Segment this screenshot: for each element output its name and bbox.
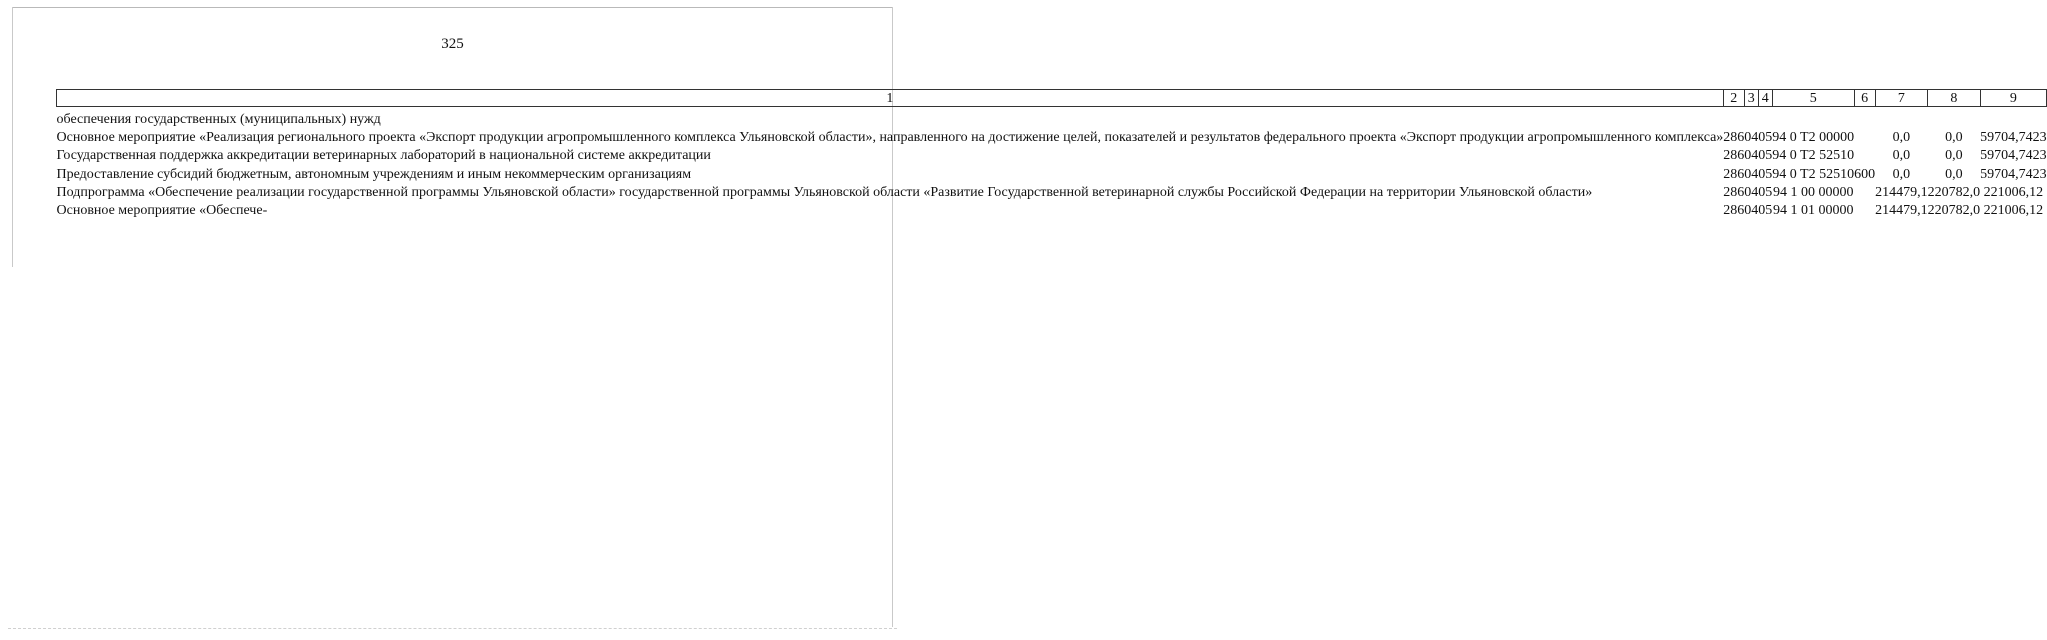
header-col-7: 7 (1875, 90, 1928, 107)
row-target-article: 94 1 01 00000 (1772, 203, 1854, 219)
row-ministry-code: 286 (1723, 148, 1745, 164)
row-expense-type (1854, 128, 1875, 146)
row-ministry-code: 286 (1723, 203, 1745, 219)
table-row (57, 183, 2047, 201)
row-amount-year-2: 0,0 (1945, 148, 1963, 164)
row-amount-year-1: 0,0 (1892, 148, 1911, 164)
table-row (57, 201, 2047, 219)
row-section-code: 04 (1744, 184, 1759, 200)
row-amount-year-3: 59704,7423 (1980, 130, 2047, 146)
row-target-article: 94 1 00 00000 (1772, 184, 1854, 200)
header-col-6: 6 (1854, 90, 1875, 107)
row-expense-type (1854, 146, 1875, 164)
row-name: обеспечения государственных (муниципальных) нужд (56, 112, 381, 127)
row-name: Предоставление субсидий бюджетным, автономным учреждениям и иным некоммерческим организациям (56, 166, 692, 182)
row-subsection-code: 05 (1758, 184, 1773, 200)
header-col-1: 1 (57, 90, 1724, 107)
row-expense-type (1854, 183, 1875, 201)
row-amount-year-3: 221006,12 (1983, 184, 2044, 200)
header-col-8: 8 (1928, 90, 1981, 107)
header-col-2: 2 (1723, 90, 1744, 107)
table-row (57, 128, 2047, 146)
row-target-article: 94 0 T2 52510 (1772, 148, 1855, 164)
row-amount-year-1: 0,0 (1892, 166, 1911, 182)
row-amount-year-3: 59704,7423 (1980, 166, 2047, 182)
scan-edge (8, 628, 897, 629)
row-amount-year-3: 59704,7423 (1980, 148, 2047, 164)
page-number: 325 (441, 36, 464, 52)
row-amount-year-3: 221006,12 (1983, 203, 2044, 219)
row-target-article (1772, 107, 1854, 129)
header-row (57, 90, 2047, 107)
header-col-5: 5 (1772, 90, 1854, 107)
row-subsection-code: 05 (1758, 166, 1773, 182)
row-ministry-code: 286 (1723, 184, 1745, 200)
budget-table (56, 89, 2047, 219)
header-col-4: 4 (1758, 90, 1772, 107)
row-amount-year-1: 214479,1 (1875, 184, 1928, 200)
row-expense-type (1854, 201, 1875, 219)
row-amount-year-2: 0,0 (1945, 166, 1963, 182)
row-subsection-code (1758, 107, 1772, 129)
row-ministry-code (1723, 107, 1744, 129)
row-expense-type: 600 (1854, 166, 1876, 182)
table-row (57, 165, 2047, 183)
row-name: Основное мероприятие «Реализация регионального проекта «Экспорт продукции агропромышленного комплекса Ульяновской области», направленного на достижение целей, показателей и результатов федерального проекта «Экспорт продукции агропромышленного комплекса» (56, 130, 1724, 146)
row-amount-year-1 (1875, 107, 1928, 129)
row-amount-year-2: 220782,0 (1927, 184, 1981, 200)
row-ministry-code: 286 (1723, 130, 1745, 146)
row-section-code: 04 (1744, 166, 1759, 182)
row-name: Подпрограмма «Обеспечение реализации государственной программы Ульяновской области» государственной программы Ульяновской области «Развитие Государственной ветеринарной службы Российской Федерации на территории Ульяновской области» (56, 184, 1593, 200)
row-target-article: 94 0 T2 52510 (1772, 166, 1855, 182)
header-col-9: 9 (1980, 90, 2047, 107)
table-row (57, 146, 2047, 164)
row-amount-year-2: 0,0 (1945, 130, 1963, 146)
row-section-code: 04 (1744, 203, 1759, 219)
row-section-code: 04 (1744, 130, 1759, 146)
row-subsection-code: 05 (1758, 130, 1773, 146)
header-col-3: 3 (1744, 90, 1758, 107)
row-amount-year-2: 220782,0 (1927, 203, 1981, 219)
row-subsection-code: 05 (1758, 148, 1773, 164)
row-section-code (1744, 107, 1758, 129)
row-amount-year-3 (1980, 107, 2047, 129)
row-subsection-code: 05 (1758, 203, 1773, 219)
row-ministry-code: 286 (1723, 166, 1745, 182)
row-section-code: 04 (1744, 148, 1759, 164)
row-amount-year-2 (1928, 107, 1981, 129)
row-target-article: 94 0 T2 00000 (1772, 130, 1855, 146)
table-row (57, 107, 2047, 129)
row-amount-year-1: 0,0 (1892, 130, 1911, 146)
page-frame-top (12, 7, 893, 8)
row-name: Основное мероприятие «Обеспече- (56, 203, 268, 219)
row-amount-year-1: 214479,1 (1875, 203, 1928, 219)
row-expense-type (1854, 107, 1875, 129)
row-name: Государственная поддержка аккредитации ветеринарных лабораторий в национальной системе аккредитации (56, 148, 711, 164)
